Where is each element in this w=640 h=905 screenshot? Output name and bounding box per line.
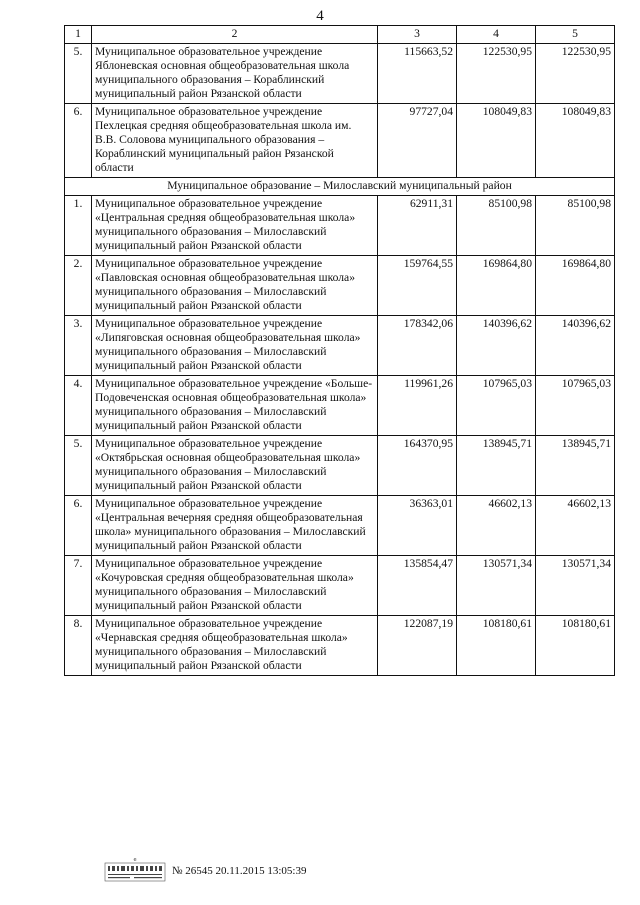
column-header-5: 5 — [536, 26, 615, 44]
column-header-3: 3 — [378, 26, 457, 44]
value-column-3: 122087,19 — [378, 616, 457, 676]
institution-name: Муниципальное образовательное учреждение «Центральная вечерняя средняя общеобразовательная школа» муниципального образования – Милославский муниципальный район Рязанской области — [92, 496, 378, 556]
table-body — [65, 44, 615, 676]
table-row — [65, 436, 615, 496]
svg-text:e: e — [133, 857, 137, 863]
value-column-3: 97727,04 — [378, 104, 457, 178]
table-row — [65, 44, 615, 104]
value-column-3: 62911,31 — [378, 196, 457, 256]
value-column-5: 107965,03 — [536, 376, 615, 436]
document-number: № 26545 — [172, 865, 213, 877]
value-column-4: 130571,34 — [457, 556, 536, 616]
institution-name: Муниципальное образовательное учреждение «Больше-Подовеченская основная общеобразовательная школа» муниципального образования – Милославский муниципальный район Рязанской области — [92, 376, 378, 436]
value-column-5: 138945,71 — [536, 436, 615, 496]
value-column-5: 130571,34 — [536, 556, 615, 616]
value-column-5: 169864,80 — [536, 256, 615, 316]
value-column-3: 119961,26 — [378, 376, 457, 436]
value-column-5: 108049,83 — [536, 104, 615, 178]
value-column-4: 138945,71 — [457, 436, 536, 496]
value-column-3: 135854,47 — [378, 556, 457, 616]
value-column-3: 36363,01 — [378, 496, 457, 556]
institution-name: Муниципальное образовательное учреждение «Октябрьская основная общеобразовательная школа» муниципального образования – Милославский муниципальный район Рязанской области — [92, 436, 378, 496]
table-row — [65, 316, 615, 376]
budget-table — [64, 25, 615, 676]
value-column-4: 140396,62 — [457, 316, 536, 376]
column-header-1: 1 — [65, 26, 92, 44]
value-column-3: 164370,95 — [378, 436, 457, 496]
row-number: 5. — [65, 436, 92, 496]
value-column-5: 85100,98 — [536, 196, 615, 256]
institution-name: Муниципальное образовательное учреждение «Чернавская средняя общеобразовательная школа» муниципального образования – Милославский муниципальный район Рязанской области — [92, 616, 378, 676]
institution-name: Муниципальное образовательное учреждение Яблоневская основная общеобразовательная школа муниципального образования – Кораблинский муниципальный район Рязанской области — [92, 44, 378, 104]
value-column-5: 140396,62 — [536, 316, 615, 376]
table-row — [65, 496, 615, 556]
table-row — [65, 376, 615, 436]
table-row — [65, 616, 615, 676]
table-row — [65, 556, 615, 616]
value-column-4: 108180,61 — [457, 616, 536, 676]
value-column-5: 122530,95 — [536, 44, 615, 104]
value-column-4: 85100,98 — [457, 196, 536, 256]
institution-name: Муниципальное образовательное учреждение «Павловская основная общеобразовательная школа» муниципального образования – Милославский муниципальный район Рязанской области — [92, 256, 378, 316]
institution-name: Муниципальное образовательное учреждение Пехлецкая средняя общеобразовательная школа им. В.В. Соловова муниципального образования – Кораблинский муниципальный район Рязанской области — [92, 104, 378, 178]
value-column-5: 46602,13 — [536, 496, 615, 556]
row-number: 6. — [65, 496, 92, 556]
value-column-3: 178342,06 — [378, 316, 457, 376]
table-row — [65, 196, 615, 256]
document-stamp-image — [104, 856, 166, 882]
section-title: Муниципальное образование – Милославский муниципальный район — [65, 178, 615, 196]
document-timestamp: 20.11.2015 13:05:39 — [215, 865, 307, 877]
section-row — [65, 178, 615, 196]
row-number: 6. — [65, 104, 92, 178]
institution-name: Муниципальное образовательное учреждение «Центральная средняя общеобразовательная школа» муниципального образования – Милославский муниципальный район Рязанской области — [92, 196, 378, 256]
value-column-4: 122530,95 — [457, 44, 536, 104]
value-column-4: 107965,03 — [457, 376, 536, 436]
column-header-2: 2 — [92, 26, 378, 44]
row-number: 2. — [65, 256, 92, 316]
value-column-4: 108049,83 — [457, 104, 536, 178]
row-number: 4. — [65, 376, 92, 436]
column-header-4: 4 — [457, 26, 536, 44]
header-row — [65, 26, 615, 44]
table-header — [65, 26, 615, 44]
value-column-4: 46602,13 — [457, 496, 536, 556]
row-number: 3. — [65, 316, 92, 376]
row-number: 8. — [65, 616, 92, 676]
row-number: 1. — [65, 196, 92, 256]
row-number: 7. — [65, 556, 92, 616]
table-row — [65, 104, 615, 178]
value-column-5: 108180,61 — [536, 616, 615, 676]
page-number: 4 — [316, 8, 324, 24]
row-number: 5. — [65, 44, 92, 104]
document-registration-line — [172, 865, 306, 877]
value-column-3: 159764,55 — [378, 256, 457, 316]
institution-name: Муниципальное образовательное учреждение «Кочуровская средняя общеобразовательная школа» муниципального образования – Милославский муниципальный район Рязанской области — [92, 556, 378, 616]
institution-name: Муниципальное образовательное учреждение «Липяговская основная общеобразовательная школа» муниципального образования – Милославский муниципальный район Рязанской области — [92, 316, 378, 376]
table-row — [65, 256, 615, 316]
value-column-3: 115663,52 — [378, 44, 457, 104]
value-column-4: 169864,80 — [457, 256, 536, 316]
